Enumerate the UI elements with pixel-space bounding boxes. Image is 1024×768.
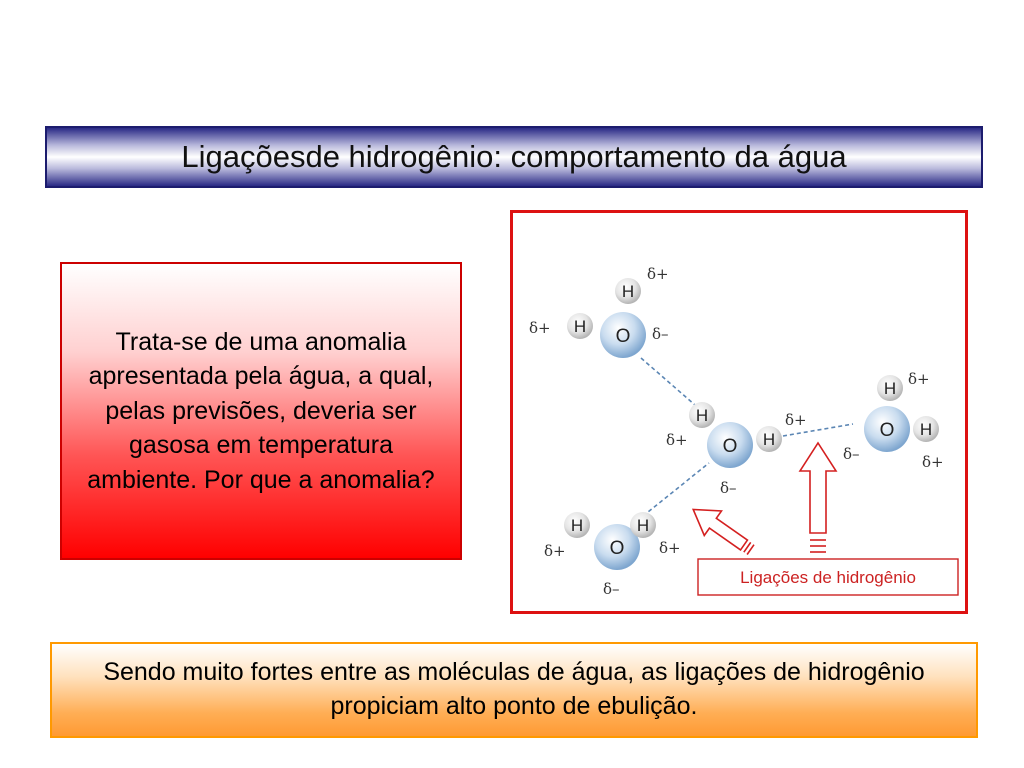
partial-positive-label: δ+ [666,431,688,449]
water-molecule-4 [544,512,681,598]
partial-negative-label: δ– [603,580,620,598]
oxygen-label: O [609,538,625,559]
hydrogen-label: H [883,379,897,398]
hydrogen-bond-1 [641,358,695,405]
partial-positive-label: δ+ [908,370,930,388]
slide-title-box [45,126,983,188]
partial-negative-label: δ– [652,325,669,343]
partial-negative-label: δ– [843,445,860,463]
question-box [60,262,462,560]
water-molecule-2 [666,402,807,497]
caption-text: Ligações de hidrogênio [740,568,916,587]
oxygen-label: O [615,326,631,347]
oxygen-label: O [722,436,738,457]
slide-title: Ligaçõesde hidrogênio: comportamento da água [181,139,847,174]
partial-positive-label: δ+ [529,319,551,337]
partial-positive-label: δ+ [647,265,669,283]
oxygen-label: O [879,420,895,441]
water-molecule-3 [843,370,944,471]
partial-positive-label: δ+ [659,539,681,557]
water-hydrogen-bond-diagram [510,210,968,614]
answer-box [50,642,978,738]
hydrogen-bond-3 [643,463,709,516]
diagram-svg [513,213,965,611]
hydrogen-label: H [621,282,635,301]
vertical-arrow [800,443,836,552]
partial-positive-label: δ+ [544,542,566,560]
hydrogen-label: H [919,420,933,439]
diagonal-arrow [685,497,760,562]
hydrogen-label: H [695,406,709,425]
partial-positive-label: δ+ [785,411,807,429]
hydrogen-label: H [573,317,587,336]
water-molecule-1 [529,265,669,358]
answer-text: Sendo muito fortes entre as moléculas de água, as ligações de hidrogênio propiciam alto ponto de ebulição. [103,658,925,720]
question-text: Trata-se de uma anomalia apresentada pela água, a qual, pelas previsões, deveria ser gasosa em temperatura ambiente. Por que a anomalia? [87,327,435,494]
hydrogen-label: H [570,516,584,535]
partial-positive-label: δ+ [922,453,944,471]
hydrogen-label: H [636,516,650,535]
partial-negative-label: δ– [720,479,737,497]
hydrogen-label: H [762,430,776,449]
